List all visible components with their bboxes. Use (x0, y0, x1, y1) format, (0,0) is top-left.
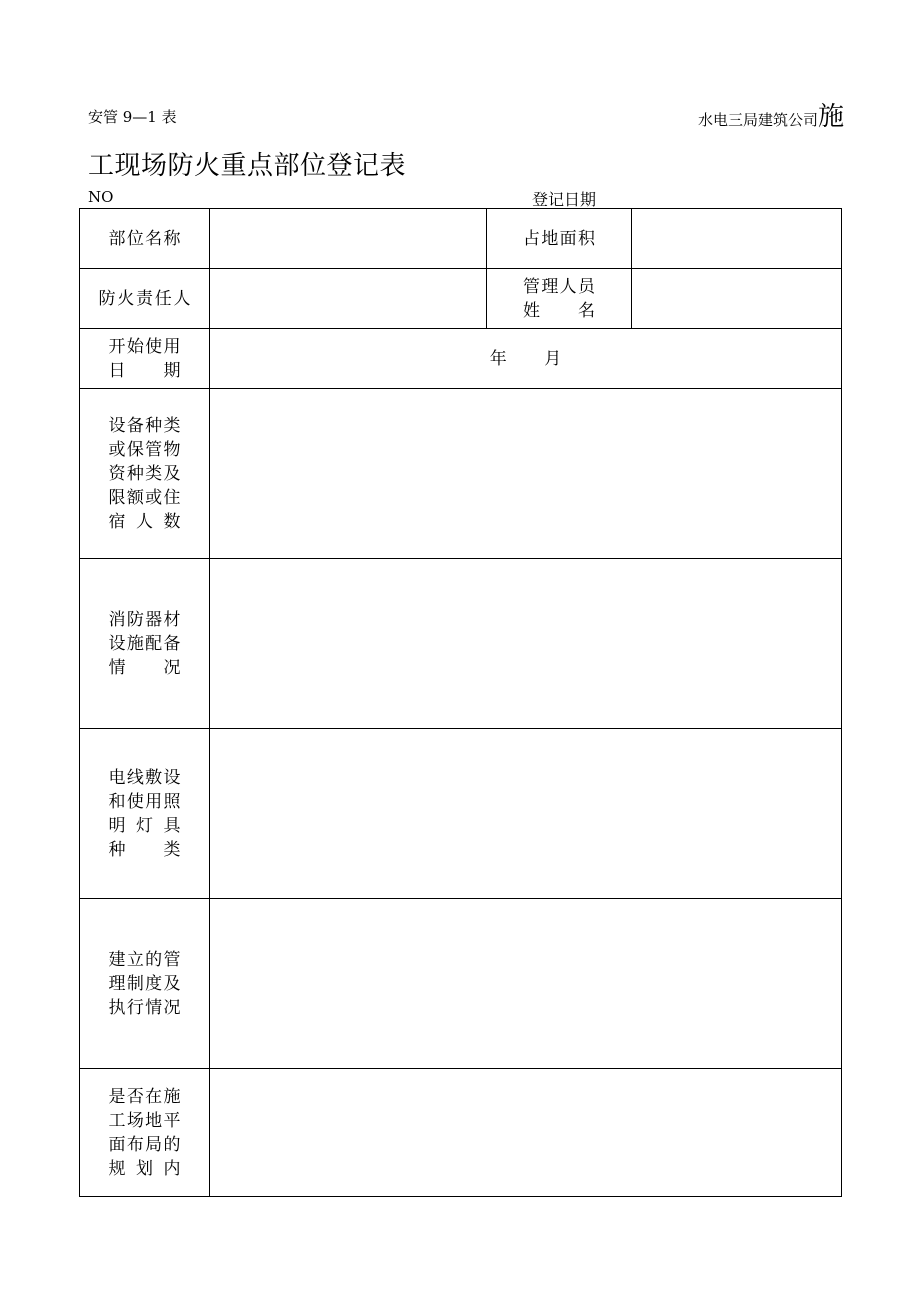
row-location (80, 209, 842, 269)
page-title: 工现场防火重点部位登记表 (88, 151, 407, 181)
registration-form-table (79, 208, 842, 1197)
row-start-date (80, 329, 842, 389)
equipment-label: 设备种类 或保管物 资种类及 限额或住 宿 人 数 (80, 389, 210, 559)
row-equipment (80, 389, 842, 559)
company-name-small: 水电三局建筑公司 (697, 111, 818, 129)
fire-equipment-field[interactable] (210, 559, 842, 729)
manager-name-field[interactable] (632, 269, 842, 329)
registration-date-label: 登记日期 (532, 190, 597, 209)
wiring-field[interactable] (210, 729, 842, 899)
start-date-field[interactable] (210, 329, 842, 389)
row-management (80, 899, 842, 1069)
planning-label: 是否在施 工场地平 面布局的 规 划 内 (80, 1069, 210, 1197)
management-label: 建立的管 理制度及 执行情况 (80, 899, 210, 1069)
wiring-label: 电线敷设 和使用照 明 灯 具 种 类 (80, 729, 210, 899)
area-field[interactable] (632, 209, 842, 269)
location-name-label: 部位名称 (80, 209, 210, 269)
company-name-big-char: 施 (817, 102, 844, 132)
row-responsible (80, 269, 842, 329)
equipment-field[interactable] (210, 389, 842, 559)
fire-responsible-field[interactable] (210, 269, 487, 329)
manager-name-label: 管理人员 姓 名 (487, 269, 632, 329)
form-code: 安管 9—1 表 (88, 108, 177, 126)
area-label: 占地面积 (487, 209, 632, 269)
row-fire-equipment (80, 559, 842, 729)
start-date-label: 开始使用 日 期 (80, 329, 210, 389)
start-date-year-month: 年 月 (489, 349, 562, 369)
fire-equipment-label: 消防器材 设施配备 情 况 (80, 559, 210, 729)
planning-field[interactable] (210, 1069, 842, 1197)
company-name (698, 96, 844, 133)
row-wiring (80, 729, 842, 899)
management-field[interactable] (210, 899, 842, 1069)
fire-responsible-label: 防火责任人 (80, 269, 210, 329)
row-planning (80, 1069, 842, 1197)
no-label: NO (88, 188, 114, 206)
location-name-field[interactable] (210, 209, 487, 269)
